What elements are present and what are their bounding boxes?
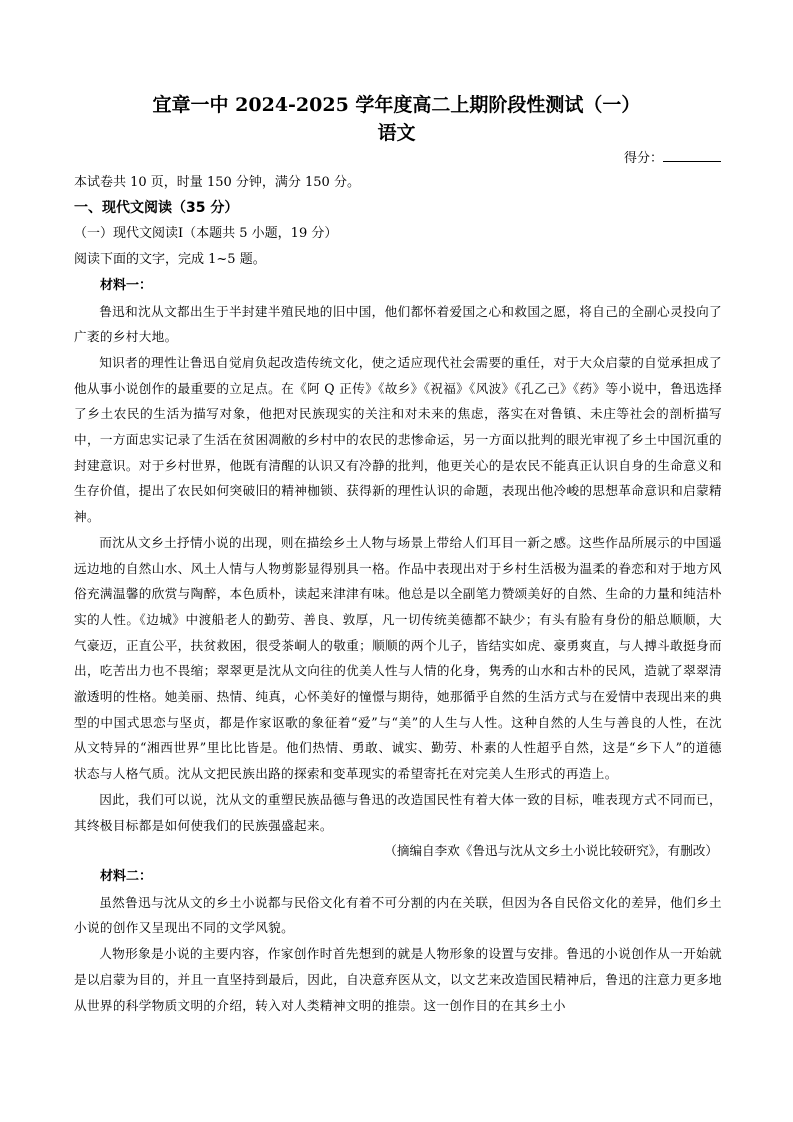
exam-body — [74, 170, 722, 1018]
score-label: 得分： — [623, 151, 663, 166]
exam-title: 宜章一中 2024-2025 学年度高二上期阶段性测试（一） — [152, 94, 641, 116]
material-1-source: （摘编自李欢《鲁迅与沈从文乡土小说比较研究》，有删改） — [384, 843, 718, 859]
material-1-label: 材料一： — [100, 277, 153, 293]
material-1-paragraph: 知识者的理性让鲁迅自觉肩负起改造传统文化，使之适应现代社会需要的重任，对于大众启蒙的自觉承担成了他从事小说创作的最重要的立足点。在《阿 Q 正传》《故乡》《祝福》《风波》《孔乙己》《药》等小说中，鲁迅选择了乡土农民的生活为描写对象，他把对民族现实的关注和对未来的焦虑，落实在对鲁镇、未庄等社会的剖析描写中，一方面忠实记录了生活在贫困凋敝的乡村中的农民的悲惨命运，另一方面以批判的眼光审视了乡土中国沉重的封建意识。对于乡村世界，他既有清醒的认识又有冷静的批判，他更关心的是农民不能真正认识自身的生命意义和生存价值，提出了农民如何突破旧的精神枷锁、获得新的理性认识的命题，表现出他冷峻的思想革命意识和启蒙精神。 — [74, 354, 723, 525]
section-heading: 一、现代文阅读（35 分） — [74, 199, 239, 216]
section-subheading: （一）现代文阅读Ⅰ（本题共 5 小题，19 分） — [74, 226, 338, 242]
score-blank — [663, 149, 721, 162]
score-field — [624, 147, 721, 166]
reading-instruction: 阅读下面的文字，完成 1~5 题。 — [74, 252, 266, 268]
material-1-paragraph: 因此，我们可以说，沈从文的重塑民族品德与鲁迅的改造国民性有着大体一致的目标，唯表现方式不同而已，其终极目标都是如何使我们的民族强盛起来。 — [74, 791, 722, 833]
subject-title: 语文 — [377, 122, 416, 144]
material-2-paragraph: 虽然鲁迅与沈从文的乡土小说都与民俗文化有着不可分割的内在关联，但因为各自民俗文化的差异，他们乡土小说的创作又呈现出不同的文学风貌。 — [74, 894, 722, 936]
material-2-paragraph: 人物形象是小说的主要内容，作家创作时首先想到的就是人物形象的设置与安排。鲁迅的小说创作从一开始就是以启蒙为目的，并且一直坚持到最后，因此，自决意弃医从文，以文艺来改造国民精神后，鲁迅的注意力更多地从世界的科学物质文明的介绍，转入对人类精神文明的推崇。这一创作目的在其乡土小 — [74, 946, 722, 1013]
exam-intro: 本试卷共 10 页，时量 150 分钟，满分 150 分。 — [74, 175, 360, 190]
material-1-paragraph: 而沈从文乡土抒情小说的出现，则在描绘乡土人物与场景上带给人们耳目一新之感。这些作品所展示的中国遥远边地的自然山水、风土人情与人物剪影显得别具一格。作品中表现出对于乡村生活极为温柔的眷恋和对于地方风俗充满温馨的欣赏与陶醉，本色质朴，读起来津津有味。他总是以全副笔力赞颂美好的自然、生命的力量和纯洁朴实的人性。《边城》中渡船老人的勤劳、善良、敦厚，凡一切传统美德都不缺少；有头有脸有身份的船总顺顺，大气豪迈，正直公平，扶贫救困，很受茶峒人的敬重；顺顺的两个儿子，皆结实如虎、豪勇爽直，与人搏斗敢挺身而出，吃苦出力也不畏缩；翠翠更是沈从文向往的优美人性与人情的化身，隽秀的山水和古朴的民风，造就了翠翠清澈透明的性格。她美丽、热情、纯真，心怀美好的憧憬与期待，她那循乎自然的生活方式与在爱情中表现出来的典型的中国式思恋与坚贞，都是作家讴歌的象征着“爱”与“美”的人生与人性。这种自然的人生与善良的人性，在沈从文特异的“湘西世界”里比比皆是。他们热情、勇敢、诚实、勤劳、朴素的人性超乎自然，这是“乡下人”的道德状态与人格气质。沈从文把民族出路的探索和变革现实的希望寄托在对完美人生形式的再造上。 — [74, 534, 722, 782]
material-2-label: 材料二： — [100, 868, 153, 884]
material-1-paragraph: 鲁迅和沈从文都出生于半封建半殖民地的旧中国，他们都怀着爱国之心和救国之愿，将自己的全副心灵投向了广袤的乡村大地。 — [74, 303, 722, 345]
